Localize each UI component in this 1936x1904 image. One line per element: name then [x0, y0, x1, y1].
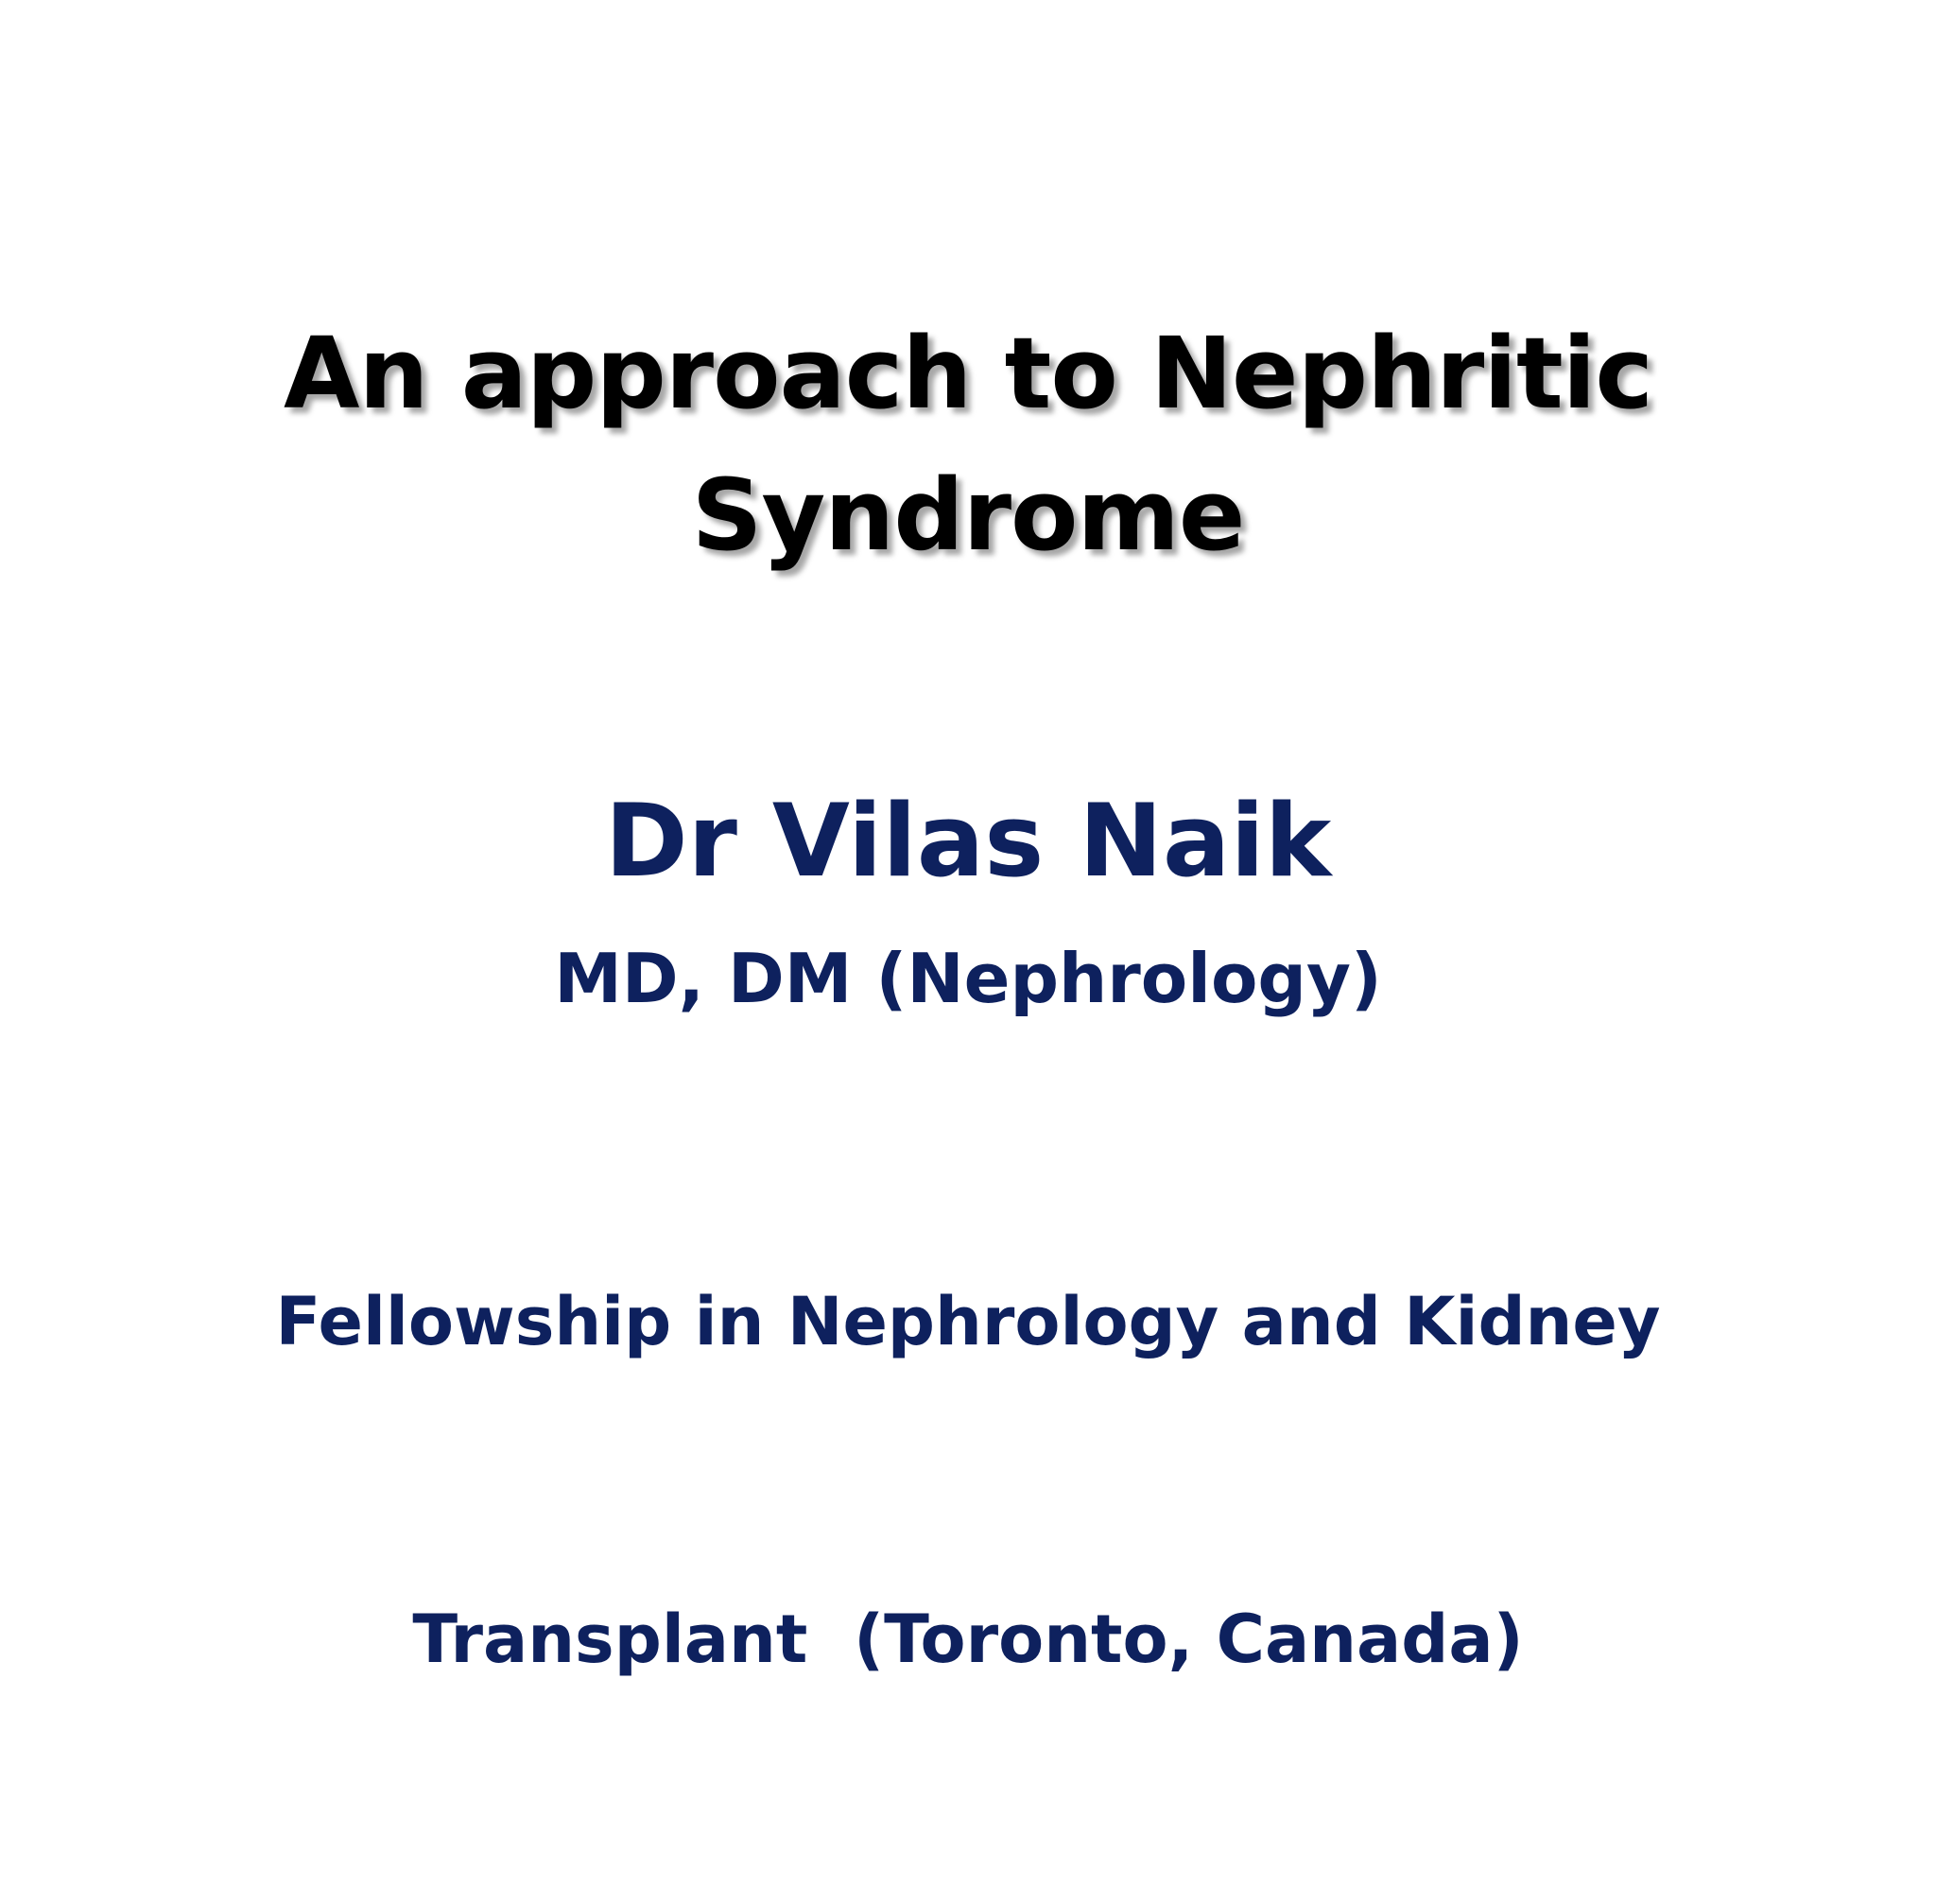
presenter-credentials: MD, DM (Nephrology)	[554, 939, 1382, 1018]
slide-title	[0, 303, 1936, 586]
presenter-name: Dr Vilas Naik	[604, 783, 1332, 899]
slide-title-line-2: Syndrome	[691, 458, 1245, 573]
fellowship-line-2: Transplant (Toronto, Canada)	[412, 1601, 1524, 1678]
slide-title-line-1: An approach to Nephritic	[284, 316, 1652, 431]
fellowship-line-1: Fellowship in Nephrology and Kidney	[275, 1283, 1661, 1360]
presenter-fellowship	[0, 1057, 1936, 1904]
